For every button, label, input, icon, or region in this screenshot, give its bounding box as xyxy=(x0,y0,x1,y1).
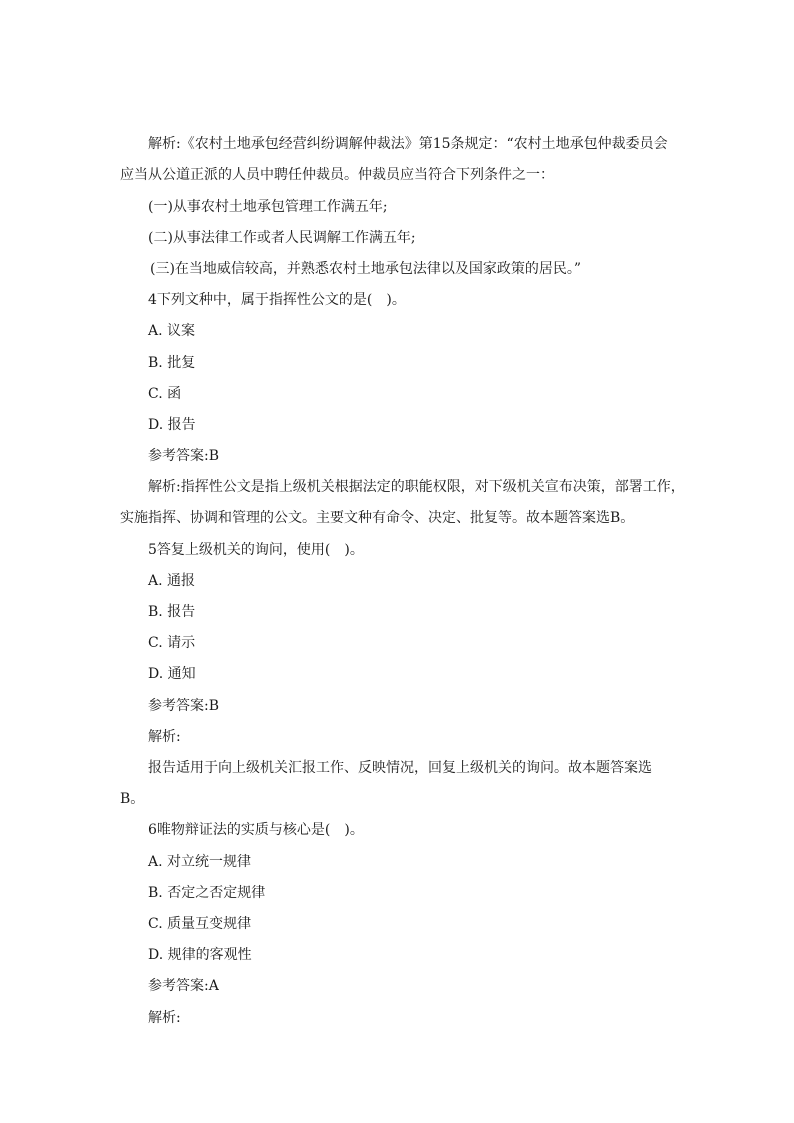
answer-line: 参考答案:A xyxy=(148,978,219,994)
analysis-line: 解析:《农村土地承包经营纠纷调解仲裁法》第15条规定：“农村土地承包仲裁委员会 xyxy=(148,136,668,152)
analysis-line: 应当从公道正派的人员中聘任仲裁员。仲裁员应当符合下列条件之一： xyxy=(120,167,554,183)
analysis-line: 解析:指挥性公文是指上级机关根据法定的职能权限，对下级机关宣布决策，部署工作， xyxy=(148,479,685,495)
analysis-line: B。 xyxy=(120,791,145,807)
question-5: 5答复上级机关的询问，使用( )。 xyxy=(148,542,364,558)
question-4: 4下列文种中，属于指挥性公文的是( )。 xyxy=(148,292,406,308)
analysis-label: 解析: xyxy=(148,729,181,745)
option-item: C. 函 xyxy=(148,386,182,402)
question-6: 6唯物辩证法的实质与核心是( )。 xyxy=(148,822,364,838)
condition-item: (一)从事农村土地承包管理工作满五年; xyxy=(148,199,388,215)
option-item: A. 对立统一规律 xyxy=(148,854,252,870)
analysis-line: 实施指挥、协调和管理的公文。主要文种有命令、决定、批复等。故本题答案选B。 xyxy=(120,510,635,526)
option-item: B. 批复 xyxy=(148,355,196,371)
condition-item: (三)在当地威信较高，并熟悉农村土地承包法律以及国家政策的居民。” xyxy=(150,261,582,277)
option-item: D. 报告 xyxy=(148,417,196,433)
option-item: C. 质量互变规律 xyxy=(148,916,252,932)
analysis-label: 解析: xyxy=(148,1010,181,1026)
answer-line: 参考答案:B xyxy=(148,448,220,464)
option-item: B. 报告 xyxy=(148,604,196,620)
analysis-line: 报告适用于向上级机关汇报工作、反映情况，回复上级机关的询问。故本题答案选 xyxy=(148,760,652,776)
answer-line: 参考答案:B xyxy=(148,698,220,714)
option-item: A. 通报 xyxy=(148,573,196,589)
option-item: D. 规律的客观性 xyxy=(148,947,252,963)
option-item: D. 通知 xyxy=(148,666,196,682)
option-item: C. 请示 xyxy=(148,635,196,651)
option-item: A. 议案 xyxy=(148,323,196,339)
option-item: B. 否定之否定规律 xyxy=(148,885,266,901)
condition-item: (二)从事法律工作或者人民调解工作满五年; xyxy=(148,230,416,246)
